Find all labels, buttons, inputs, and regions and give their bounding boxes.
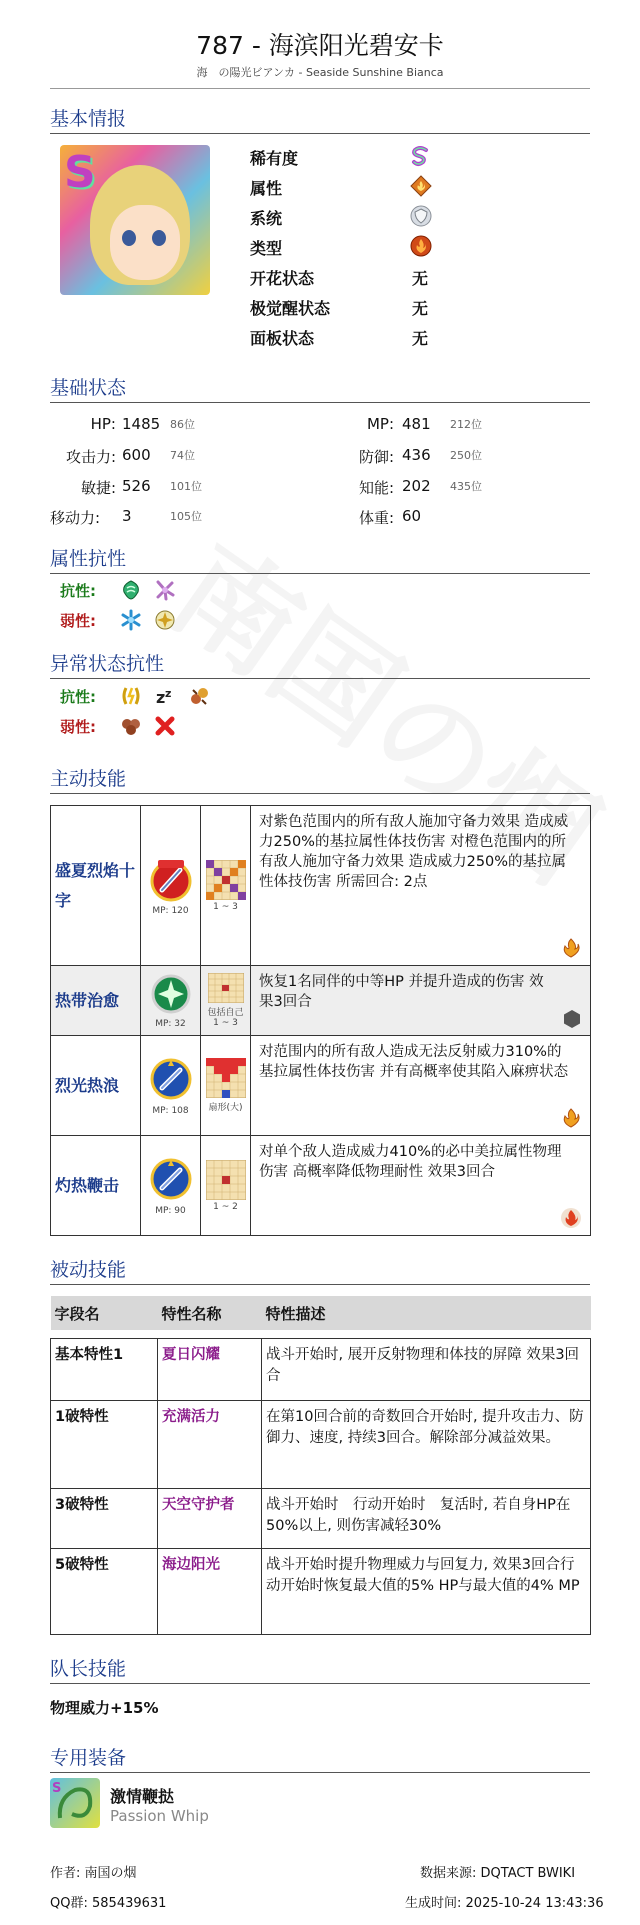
mp-rank: 212位: [450, 418, 482, 431]
passive-desc: 战斗开始时, 展开反射物理和体技的屏障 效果3回合: [262, 1338, 591, 1400]
int-label: 知能:: [358, 479, 394, 497]
footer-source: [420, 1862, 575, 1881]
def-rank: 250位: [450, 449, 482, 462]
panel-label: 面板状态: [250, 329, 315, 348]
svg-text:z: z: [165, 687, 172, 700]
equipment-whip-icon: [50, 1778, 100, 1828]
skill-name: 热带治愈: [51, 966, 141, 1036]
active-skill-row: [51, 1136, 591, 1236]
skill-heat-wave-icon: [148, 1056, 194, 1102]
skill-mp: MP: 108: [152, 1105, 189, 1116]
seal-icon: [154, 715, 176, 737]
mov-value: 3: [122, 507, 132, 525]
section-equipment: 专用装备: [50, 1743, 590, 1773]
passive-field: 基本特性1: [51, 1338, 158, 1400]
skill-description: 对紫色范围内的所有敌人施加守备力效果 造成威力250%的基拉属性体技伤害 对橙色范围内的所有敌人施加守备力效果 造成威力250%的基拉属性体技伤害 所需回合: 2点: [259, 814, 569, 890]
light-element-icon: [154, 609, 176, 631]
equipment-name-en: Passion Whip: [110, 1807, 209, 1825]
page-title: 787 - 海滨阳光碧安卡: [196, 31, 444, 60]
active-skills-table: [50, 805, 591, 1236]
panel-value: 无: [412, 329, 429, 348]
skill-whip-icon: [148, 1156, 194, 1202]
character-portrait: [60, 145, 210, 295]
skill-range-grid-icon: [206, 1058, 246, 1098]
skill-mp: MP: 90: [155, 1205, 186, 1216]
footer-time: [405, 1892, 604, 1911]
skill-range-grid-icon: [206, 860, 246, 900]
passive-field: 1破特性: [51, 1400, 158, 1488]
skill-range-note: 扇形(大): [208, 1103, 243, 1113]
qq-value: 585439631: [92, 1896, 167, 1911]
passive-row: [51, 1338, 591, 1400]
wt-value: 60: [402, 507, 422, 525]
skill-range-note: 包括自己: [207, 1008, 244, 1018]
hp-value: 1485: [122, 415, 161, 433]
lightning-element-icon: [154, 579, 176, 601]
active-skill-row: [51, 806, 591, 966]
passive-row: [51, 1488, 591, 1548]
agi-value: 526: [122, 477, 151, 495]
skill-description: 对范围内的所有敌人造成无法反射威力310%的基拉属性体技伤害 并有高概率使其陷入麻痹状态: [259, 1044, 569, 1080]
passive-field: 5破特性: [51, 1548, 158, 1634]
time-value: 2025-10-24 13:43:36: [465, 1896, 604, 1911]
col-desc: 特性描述: [262, 1296, 591, 1330]
int-rank: 435位: [450, 480, 482, 493]
confusion-icon: [188, 685, 210, 707]
awaken-value: 无: [412, 299, 429, 318]
type-label: 类型: [250, 239, 283, 258]
paralysis-icon: [120, 685, 142, 707]
hp-rank: 86位: [170, 418, 195, 431]
mov-label: 移动力:: [50, 509, 101, 527]
int-value: 202: [402, 477, 431, 495]
atk-rank: 74位: [170, 449, 195, 462]
equipment-name: 激情鞭挞: [110, 1787, 175, 1806]
skill-mp: MP: 32: [155, 1018, 186, 1029]
status-weak-label: 弱性:: [60, 718, 96, 736]
flame-element-icon: [560, 1207, 582, 1229]
section-active-skills: 主动技能: [50, 764, 590, 794]
author-label: 作者:: [50, 1866, 81, 1881]
leader-skill-text: 物理威力+15%: [50, 1699, 159, 1717]
skill-fire-cross-icon: [148, 856, 194, 902]
rarity-label: 稀有度: [250, 149, 299, 168]
passive-desc: 战斗开始时 行动开始时 复活时, 若自身HP在50%以上, 则伤害减轻30%: [262, 1488, 591, 1548]
skill-description: 恢复1名同伴的中等HP 并提升造成的伤害 效果3回合: [259, 974, 544, 1010]
mp-label: MP:: [366, 415, 394, 433]
section-status-resistance: 异常状态抗性: [50, 649, 590, 679]
mov-rank: 105位: [170, 510, 202, 523]
section-element-resistance: 属性抗性: [50, 544, 590, 574]
attack-type-icon: [410, 235, 432, 257]
author-value: 南国の烟: [84, 1866, 137, 1881]
passive-row: [51, 1548, 591, 1634]
section-passive-skills: 被动技能: [50, 1255, 590, 1285]
status-resist-label: 抗性:: [60, 688, 96, 706]
skill-name: 烈光热浪: [51, 1036, 141, 1136]
ice-element-icon: [120, 609, 142, 631]
bloom-label: 开花状态: [250, 269, 315, 288]
time-label: 生成时间:: [405, 1896, 462, 1911]
footer-author: [50, 1862, 137, 1881]
skill-range: 1 ~ 3: [213, 901, 238, 912]
skill-range: 1 ~ 2: [213, 1201, 238, 1212]
awaken-label: 极觉醒状态: [250, 299, 331, 318]
skill-name: 盛夏烈焰十字: [51, 806, 141, 966]
skill-mp: MP: 120: [152, 905, 189, 916]
mp-value: 481: [402, 415, 431, 433]
footer-qq: [50, 1892, 166, 1911]
agi-label: 敏捷:: [80, 479, 116, 497]
source-label: 数据来源:: [420, 1866, 477, 1881]
passive-skills-table: [50, 1296, 591, 1635]
system-label: 系统: [250, 209, 283, 228]
shield-system-icon: [410, 205, 432, 227]
wind-element-icon: [120, 579, 142, 601]
passive-name: 夏日闪耀: [158, 1338, 262, 1400]
hp-label: HP:: [90, 415, 116, 433]
atk-value: 600: [122, 446, 151, 464]
svg-text:z: z: [156, 688, 166, 707]
skill-heal-icon: [150, 973, 192, 1015]
passive-field: 3破特性: [51, 1488, 158, 1548]
skill-name: 灼热鞭击: [51, 1136, 141, 1236]
col-name: 特性名称: [158, 1296, 262, 1330]
passive-desc: 战斗开始时提升物理威力与回复力, 效果3回合行动开始时恢复最大值的5% HP与最大值的4% MP: [262, 1548, 591, 1634]
rank-badge-icon: S: [64, 147, 96, 198]
section-basic-info: 基本情报: [50, 104, 590, 134]
passive-header-row: [51, 1296, 591, 1330]
fire-element-icon: [560, 937, 582, 959]
qq-label: QQ群:: [50, 1896, 88, 1911]
passive-name: 海边阳光: [158, 1548, 262, 1634]
none-element-icon: [562, 1009, 582, 1029]
poison-icon: [120, 715, 142, 737]
attribute-label: 属性: [250, 179, 283, 198]
section-stats: 基础状态: [50, 373, 590, 403]
skill-range: 1 ~ 3: [213, 1018, 238, 1028]
agi-rank: 101位: [170, 480, 202, 493]
rank-s-icon: [410, 145, 432, 167]
element-weak-label: 弱性:: [60, 612, 96, 630]
active-skill-row: [51, 1036, 591, 1136]
divider: [50, 88, 590, 89]
sleep-icon: [154, 685, 176, 707]
passive-name: 充满活力: [158, 1400, 262, 1488]
col-field: 字段名: [51, 1296, 158, 1330]
skill-range-grid-icon: [206, 1160, 246, 1200]
fire-attribute-icon: [410, 175, 432, 197]
def-value: 436: [402, 446, 431, 464]
page-subtitle: 海 の陽光ビアンカ - Seaside Sunshine Bianca: [196, 66, 444, 79]
section-leader-skill: 队长技能: [50, 1654, 590, 1684]
wt-label: 体重:: [358, 509, 394, 527]
source-value: DQTACT BWIKI: [480, 1866, 576, 1881]
fire-element-icon: [560, 1107, 582, 1129]
skill-description: 对单个敌人造成威力410%的必中美拉属性物理伤害 高概率降低物理耐性 效果3回合: [259, 1144, 562, 1180]
element-resist-label: 抗性:: [60, 582, 96, 600]
passive-desc: 在第10回合前的奇数回合开始时, 提升攻击力、防御力、速度, 持续3回合。解除部分减益效果。: [262, 1400, 591, 1488]
active-skill-row: [51, 966, 591, 1036]
atk-label: 攻击力:: [65, 448, 116, 466]
skill-range-grid-icon: [208, 973, 244, 1003]
passive-name: 天空守护者: [158, 1488, 262, 1548]
def-label: 防御:: [358, 448, 394, 466]
svg-text:S: S: [52, 1781, 62, 1796]
bloom-value: 无: [412, 269, 429, 288]
passive-row: [51, 1400, 591, 1488]
